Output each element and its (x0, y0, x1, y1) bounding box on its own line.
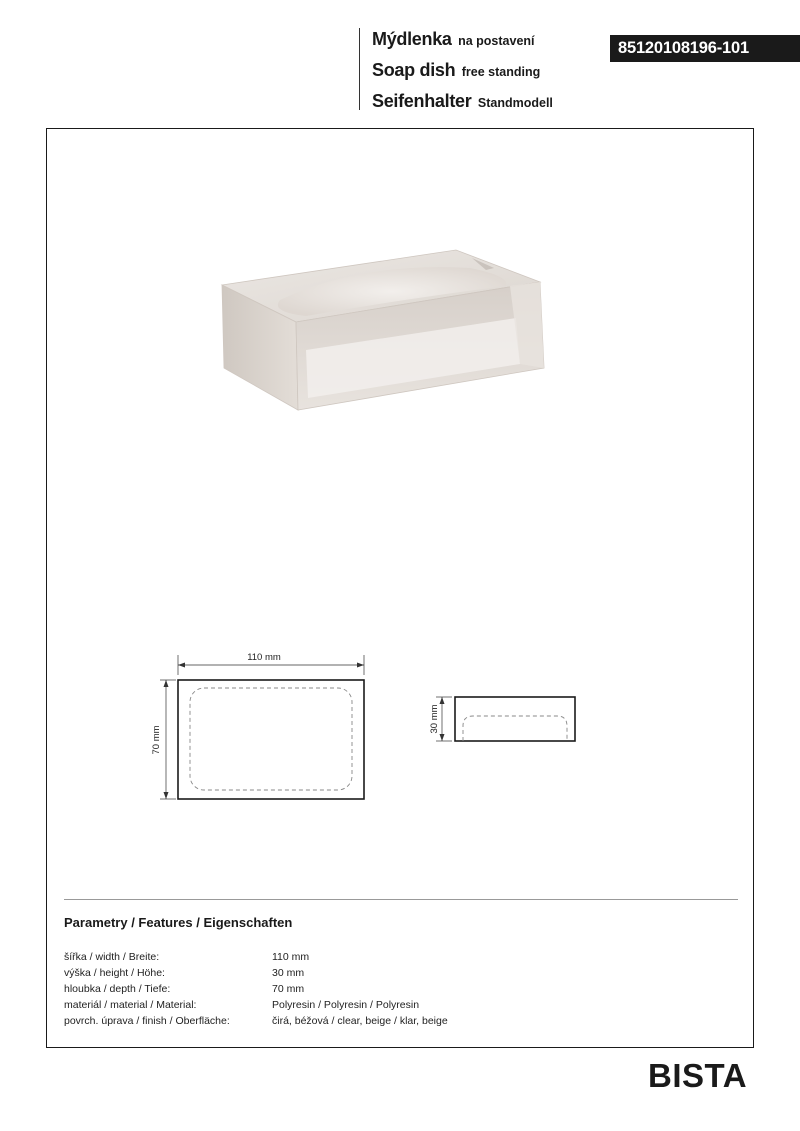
spec-value: 70 mm (272, 983, 305, 995)
brand-logo: BISTA (648, 1057, 748, 1094)
title-de (372, 86, 553, 117)
spec-label: materiál / material / Material: (64, 999, 197, 1011)
depth-dimension-label: 70 mm (151, 725, 162, 755)
width-dimension-label: 110 mm (247, 652, 281, 663)
spec-row-finish (64, 1013, 448, 1029)
spec-table (64, 949, 448, 1029)
title-en-sub: free standing (461, 65, 541, 79)
spec-row-height (64, 965, 448, 981)
spec-row-material (64, 997, 448, 1013)
spec-label: výška / height / Höhe: (64, 967, 165, 979)
title-cz (372, 24, 553, 55)
spec-value: 110 mm (272, 951, 310, 963)
spec-label: šířka / width / Breite: (64, 951, 160, 963)
product-code-badge: 85120108196-101 (610, 35, 800, 62)
spec-label: hloubka / depth / Tiefe: (64, 983, 171, 995)
height-dimension-label: 30 mm (429, 704, 440, 734)
header-divider (359, 28, 360, 110)
spec-row-width (64, 949, 448, 965)
title-en-main: Soap dish (372, 60, 456, 80)
title-de-main: Seifenhalter (372, 91, 472, 111)
product-titles (372, 24, 553, 117)
spec-value: 30 mm (272, 967, 305, 979)
spec-row-depth (64, 981, 448, 997)
features-heading: Parametry / Features / Eigenschaften (64, 915, 293, 930)
spec-label: povrch. úprava / finish / Oberfläche: (64, 1015, 230, 1027)
features-divider (64, 899, 738, 900)
title-cz-main: Mýdlenka (372, 29, 452, 49)
spec-value: čirá, béžová / clear, beige / klar, beige (272, 1015, 448, 1027)
title-en (372, 55, 553, 86)
spec-value: Polyresin / Polyresin / Polyresin (272, 999, 420, 1011)
title-cz-sub: na postavení (458, 34, 535, 48)
title-de-sub: Standmodell (477, 96, 553, 110)
soap-dish-image (210, 240, 570, 430)
